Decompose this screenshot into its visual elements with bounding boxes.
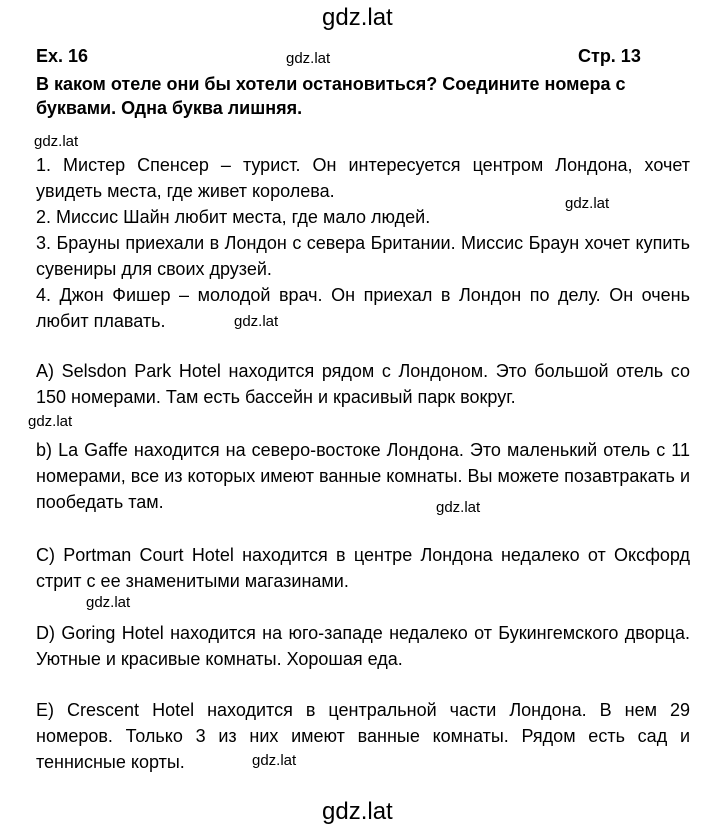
watermark: gdz.lat — [86, 594, 131, 611]
hotel-item-e: E) Crescent Hotel находится в центральной части Лондона. В нем 29 номеров. Только 3 из них имеют ванные комнаты. Рядом есть сад и теннисные корты. — [36, 700, 690, 772]
watermark: gdz.lat — [565, 195, 610, 212]
watermark: gdz.lat — [28, 413, 73, 430]
exercise-number: Ex. 16 — [36, 46, 89, 66]
person-item-3: 3. Брауны приехали в Лондон с севера Британии. Миссис Браун хочет купить сувениры для своих друзей. — [36, 233, 690, 279]
person-item-2: 2. Миссис Шайн любит места, где мало людей. — [36, 207, 431, 227]
hotel-item-d: D) Goring Hotel находится на юго-западе недалеко от Букингемского дворца. Уютные и красивые комнаты. Хорошая еда. — [36, 623, 690, 669]
watermark: gdz.lat — [252, 752, 297, 769]
watermark: gdz.lat — [286, 50, 331, 67]
hotel-item-b: b) La Gaffe находится на северо-востоке Лондона. Это маленький отель с 11 номерами, все из которых имеют ванные комнаты. Вы можете позавтракать и пообедать там. — [36, 440, 690, 512]
watermark-bottom: gdz.lat — [322, 798, 393, 825]
person-item-4: 4. Джон Фишер – молодой врач. Он приехал в Лондон по делу. Он очень любит плавать. — [36, 285, 690, 331]
watermark-top: gdz.lat — [322, 4, 393, 31]
person-item-1: 1. Мистер Спенсер – турист. Он интересуется центром Лондона, хочет увидеть места, где живет королева. — [36, 155, 690, 201]
page-number: Стр. 13 — [578, 46, 641, 66]
watermark: gdz.lat — [436, 499, 481, 516]
watermark: gdz.lat — [234, 313, 279, 330]
hotel-item-c: C) Portman Court Hotel находится в центре Лондона недалеко от Оксфорд стрит с ее знаменитыми магазинами. — [36, 545, 690, 591]
watermark: gdz.lat — [34, 133, 79, 150]
task-instruction: В каком отеле они бы хотели остановиться? Соедините номера с буквами. Одна буква лишняя. — [36, 74, 626, 118]
hotel-item-a: A) Selsdon Park Hotel находится рядом с Лондоном. Это большой отель со 150 номерами. Там есть бассейн и красивый парк вокруг. — [36, 361, 690, 407]
